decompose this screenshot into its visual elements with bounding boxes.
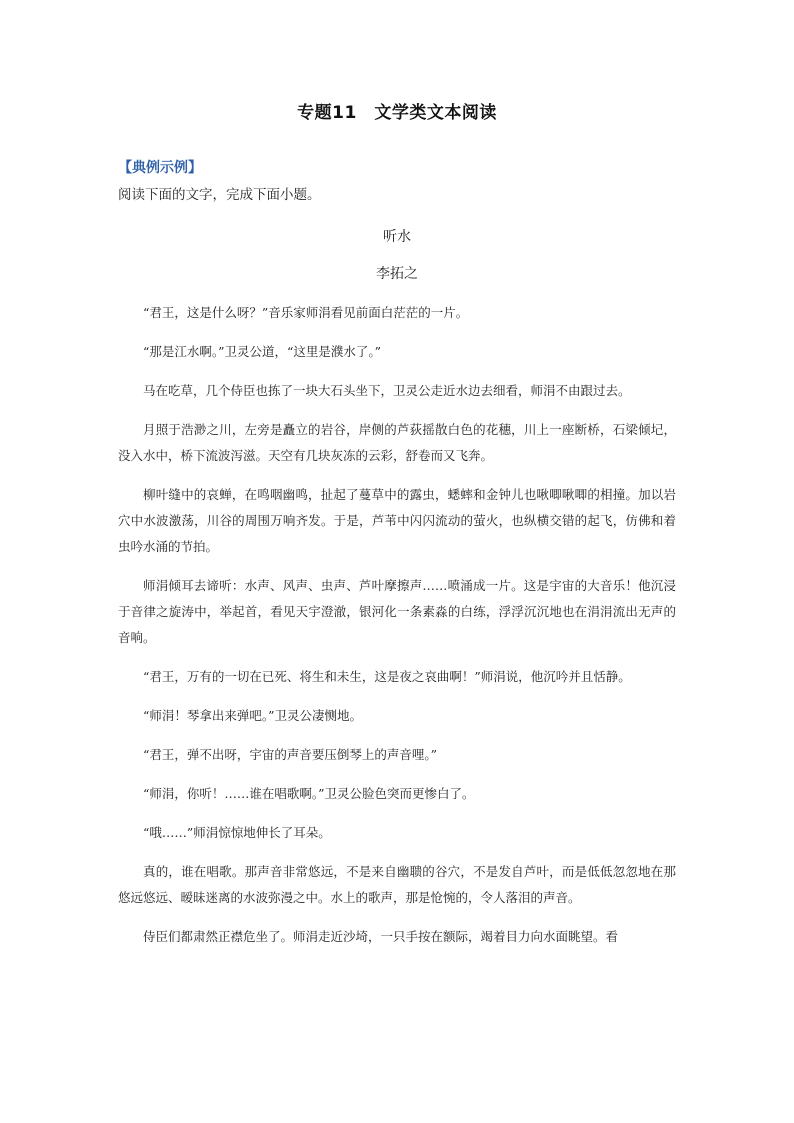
paragraph: 马在吃草，几个侍臣也拣了一块大石头坐下，卫灵公走近水边去细看，师涓不由跟过去。: [143, 383, 631, 398]
paragraph: “师涓！琴拿出来弹吧。”卫灵公凄恻地。: [143, 708, 363, 723]
paragraph: “君王，万有的一切在已死、将生和未生，这是夜之哀曲啊！”师涓说，他沉吟并且恬静。: [143, 669, 631, 684]
story-title: 听水: [383, 229, 411, 245]
paragraph: 真的，谁在唱歌。那声音非常悠远，不是来自幽聩的谷穴，不是发自芦叶，而是低低忽忽地在那悠远悠远、暧昧迷离的水波弥漫之中。水上的歌声，那是怆惋的，令人落泪的声音。: [118, 864, 676, 905]
reading-instruction: 阅读下面的文字，完成下面小题。: [118, 187, 321, 203]
paragraph: “哦……”师涓惊惊地伸长了耳朵。: [143, 825, 331, 840]
paragraph: 师涓倾耳去谛听：水声、风声、虫声、芦叶摩擦声……喷涌成一片。这是宇宙的大音乐！他沉浸于音律之旋涛中，举起首，看见天宇澄澈，银河化一条素淼的白练，浮浮沉沉地也在涓涓流出无声的音响。: [118, 578, 676, 645]
story-author: 李拓之: [376, 266, 418, 282]
paragraph: 侍臣们都肃然正襟危坐了。师涓走近沙埼，一只手按在额际，竭着目力向水面眺望。看: [143, 929, 619, 944]
paragraph: 月照于浩渺之川，左旁是矗立的岩谷，岸侧的芦荻摇散白色的花穗，川上一座断桥，石梁倾圮，没入水中，桥下流波泻滋。天空有几块灰冻的云彩，舒卷而又飞奔。: [118, 422, 676, 463]
paragraph: 柳叶缝中的哀蝉，在鸣咽幽鸣，扯起了蔓草中的露虫，蟋蟀和金钟儿也啾唧啾唧的相撞。加以岩穴中水波激荡，川谷的周围万响齐发。于是，芦苇中闪闪流动的萤火，也纵横交错的起飞，仿佛和着虫吟水涌的节拍。: [118, 487, 676, 554]
story-body: [118, 300, 676, 963]
paragraph: “君王，弹不出呀，宇宙的声音要压倒琴上的声音哩。”: [143, 747, 438, 762]
paragraph: “那是江水啊。”卫灵公道，“这里是濮水了。”: [143, 344, 382, 359]
paragraph: “君王，这是什么呀？”音乐家师涓看见前面白茫茫的一片。: [143, 305, 469, 320]
paragraph: “师涓，你听！……谁在唱歌啊。”卫灵公脸色突而更惨白了。: [143, 786, 475, 801]
document-title: 专题11 文学类文本阅读: [297, 103, 497, 123]
section-label: 【典例示例】: [118, 160, 202, 176]
